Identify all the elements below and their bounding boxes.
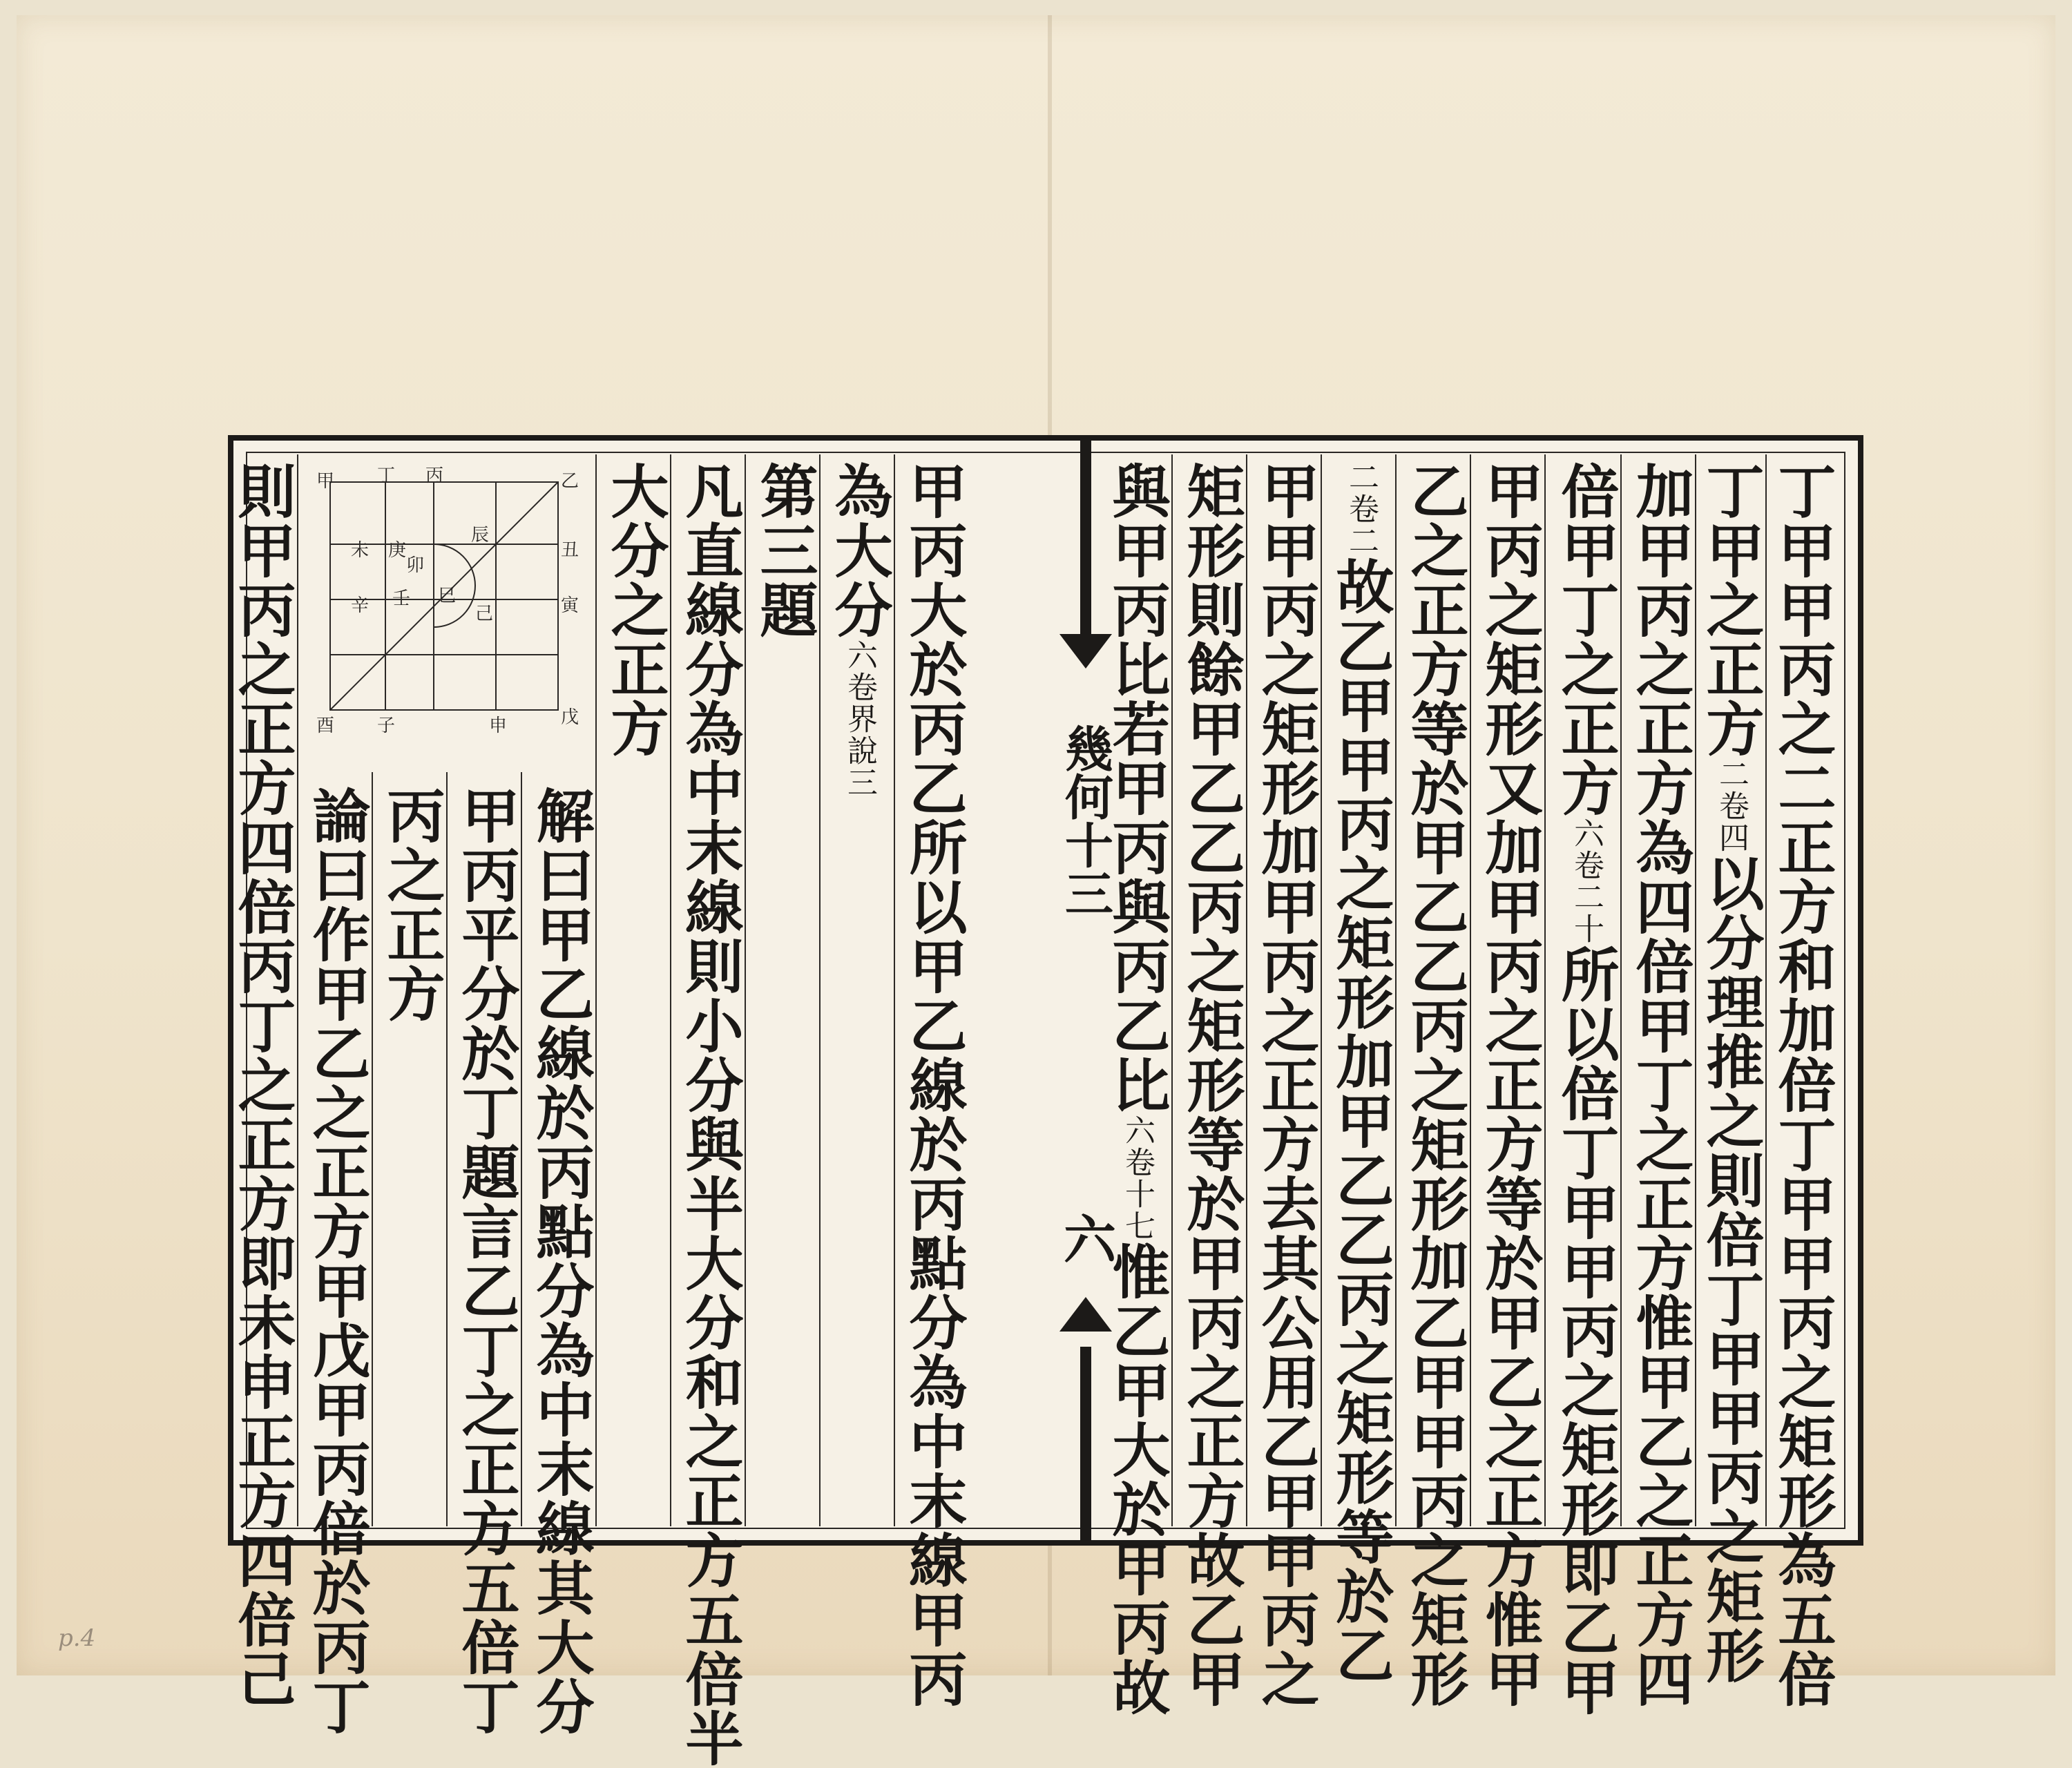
column-rule — [1246, 454, 1247, 1526]
label-chen: 辰 — [471, 525, 490, 546]
label-yin: 寅 — [561, 595, 579, 616]
text-column-11: 甲丙大於丙乙所以甲乙線於丙點分為中末線甲丙 — [900, 461, 968, 1709]
text-column-9: 矩形則餘甲乙乙丙之矩形等於甲丙之正方故乙甲 — [1178, 461, 1246, 1709]
text-column-12: 為大分六卷界說三 — [825, 461, 894, 798]
text-column-19: 論曰作甲乙之正方甲戊甲丙倍於丙丁 — [303, 786, 372, 1736]
column-rule — [1544, 454, 1546, 1526]
center-spine — [1050, 441, 1122, 1540]
text-column-20: 則甲丙之正方四倍丙丁之正方即未申正方四倍己 — [229, 461, 297, 1709]
fish-tail-ornament-bottom — [1059, 1297, 1112, 1332]
label-xin: 辛 — [351, 595, 370, 616]
label-wei: 未 — [351, 540, 370, 561]
text-column-8: 甲甲丙之矩形加甲丙之正方去其公用乙甲甲丙之 — [1252, 461, 1321, 1709]
text-column-7: 二卷二故乙甲甲丙之矩形加甲乙乙丙之矩形等於乙 — [1327, 461, 1395, 1685]
column-rule — [446, 772, 448, 1526]
text-column-4: 倍甲丁之正方六卷二十所以倍丁甲甲丙之矩形即乙甲 — [1552, 461, 1620, 1717]
column-rule — [1171, 454, 1173, 1526]
column-rule — [1765, 454, 1767, 1526]
label-yi: 乙 — [561, 471, 579, 492]
label-si: 巳 — [438, 586, 457, 606]
spine-bar-bottom — [1080, 1347, 1091, 1540]
column-rule — [297, 454, 298, 1526]
label-jia: 甲 — [316, 471, 335, 492]
column-rule — [1620, 454, 1622, 1526]
paper-sheet — [17, 15, 2055, 1768]
text-column-14: 凡直線分為中末線則小分與半大分和之正方五倍半 — [676, 461, 745, 1768]
book-title: 幾何十三 — [1057, 724, 1115, 917]
text-column-1: 丁甲甲丙之二正方和加倍丁甲甲丙之矩形為五倍 — [1769, 461, 1837, 1709]
label-wu: 戊 — [561, 707, 579, 728]
column-rule — [1321, 454, 1322, 1526]
column-rule — [595, 454, 597, 1526]
column-rule — [1695, 454, 1696, 1526]
spine-bar-top — [1080, 441, 1091, 634]
column-rule — [372, 772, 373, 1526]
label-geng: 庚 — [388, 540, 407, 561]
label-ren: 壬 — [392, 588, 411, 609]
printed-frame — [228, 435, 1863, 1768]
column-rule — [670, 454, 671, 1526]
text-column-10: 與甲丙比若甲丙與丙乙比六卷十七惟乙甲大於甲丙故 — [1103, 461, 1171, 1717]
text-column-18: 丙之正方 — [378, 786, 446, 1024]
text-column-17: 甲丙平分於丁題言乙丁之正方五倍丁 — [452, 786, 521, 1736]
label-zi: 子 — [377, 715, 396, 736]
page-number: 六 — [1055, 1212, 1117, 1265]
label-you: 酉 — [316, 715, 335, 736]
column-rule — [819, 454, 821, 1526]
text-column-13: 第三題 — [751, 461, 819, 640]
text-column-2: 丁甲之正方二卷四以分理推之則倍丁甲甲丙之矩形 — [1697, 461, 1765, 1685]
geometry-diagram — [303, 454, 579, 751]
text-column-3: 加甲丙之正方為四倍甲丁之正方惟甲乙之正方四 — [1627, 461, 1695, 1709]
text-column-6: 乙之正方等於甲乙乙丙之矩形加乙甲甲丙之矩形 — [1401, 461, 1470, 1709]
text-column-16: 解曰甲乙線於丙點分為中末線其大分 — [527, 786, 595, 1736]
text-column-5: 甲丙之矩形又加甲丙之正方等於甲乙之正方惟甲 — [1476, 461, 1544, 1709]
label-ding: 丁 — [377, 465, 396, 486]
column-rule — [521, 772, 522, 1526]
column-rule — [1395, 454, 1397, 1526]
label-ji: 己 — [475, 604, 494, 624]
label-bing: 丙 — [425, 465, 444, 486]
label-shen: 申 — [489, 715, 508, 736]
margin-pencil-note: p.4 — [58, 1624, 96, 1652]
label-chou: 丑 — [561, 540, 579, 561]
text-column-15: 大分之正方 — [602, 461, 670, 758]
column-rule — [745, 454, 746, 1526]
column-rule — [1470, 454, 1471, 1526]
label-mao: 卯 — [406, 555, 425, 576]
column-rule — [894, 454, 895, 1526]
